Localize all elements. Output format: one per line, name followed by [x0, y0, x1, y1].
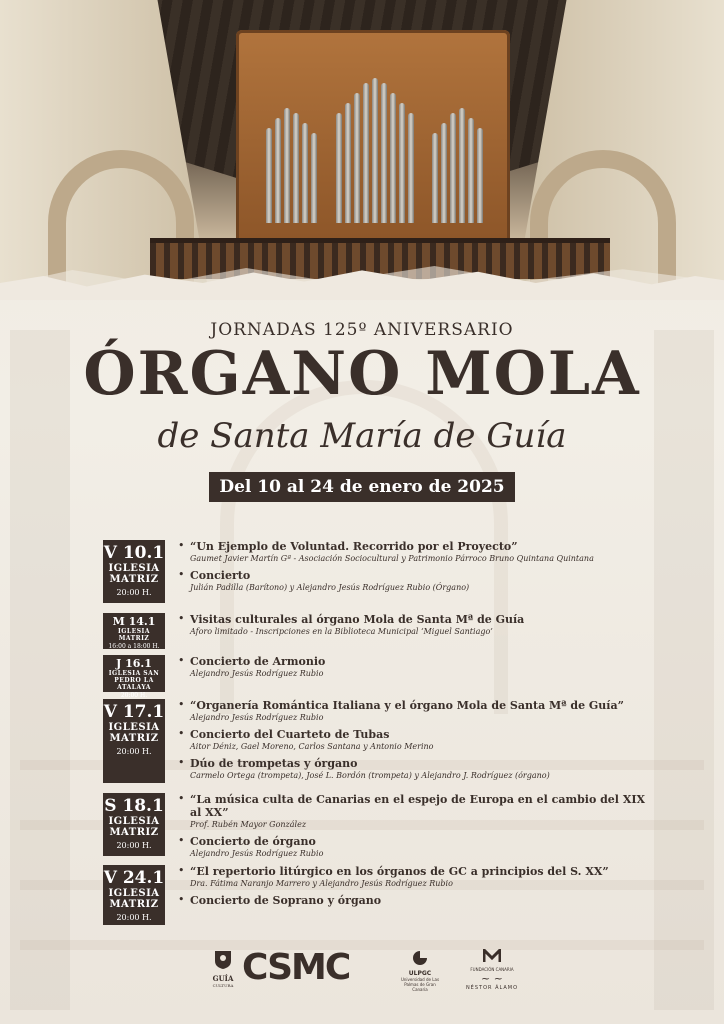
event-item-title: • Concierto de órgano	[190, 835, 316, 848]
event-items	[178, 699, 658, 786]
event-item-title: • “Un Ejemplo de Voluntad. Recorrido por el Proyecto”	[190, 540, 518, 553]
fundacion-text: FUNDACIÓN CANARIA	[470, 967, 514, 972]
event-item	[178, 865, 658, 889]
event-item	[178, 613, 658, 637]
event-item-speakers: Carmelo Ortega (trompeta), José L. Bordón (trompeta) y Alejandro J. Rodríguez (órgano)	[190, 771, 550, 780]
event-date-box	[103, 613, 165, 649]
title-block	[0, 320, 724, 502]
guia-sub: CULTURA	[212, 983, 234, 988]
event-item-title: • Dúo de trompetas y órgano	[190, 757, 358, 770]
pipes-right	[432, 78, 483, 223]
event-item	[178, 728, 658, 752]
organ-photo	[0, 0, 724, 300]
event-item-title: • Concierto	[190, 569, 251, 582]
event-item-title: • “La música culta de Canarias en el espejo de Europa en el cambio del XIX al XX”	[190, 793, 646, 819]
jornadas-heading: JORNADAS 125º ANIVERSARIO	[210, 320, 514, 340]
event-item	[178, 757, 658, 781]
event-date-box	[103, 793, 165, 856]
event-item-speakers: Gaumet Javier Martín Gª - Asociación Sociocultural y Patrimonio Párroco Bruno Quintana Quintana	[190, 554, 594, 563]
signature-mark: ~ ~	[481, 972, 503, 985]
event-items	[178, 540, 658, 598]
event-items	[178, 793, 658, 864]
event-item	[178, 699, 658, 723]
event-time: 16:00 a 18:00 H.	[108, 643, 160, 650]
event-item-speakers: Alejandro Jesús Rodríguez Rubio	[190, 713, 324, 722]
event-day: V 17.1	[103, 702, 165, 722]
ulpgc-logo	[398, 950, 442, 992]
event-day: S 18.1	[104, 796, 164, 816]
event-item-speakers: Aitor Déniz, Gael Moreno, Carlos Santana y Antonio Merino	[190, 742, 434, 751]
fundacion-logo	[454, 948, 530, 991]
event-day: M 14.1	[112, 615, 156, 628]
event-item	[178, 835, 658, 859]
event-time: 20:00 H.	[116, 913, 152, 922]
event-item	[178, 793, 658, 830]
guia-text: GUÍA	[212, 974, 234, 983]
event-place: IGLESIA SAN PEDRO LA ATALAYA	[108, 670, 160, 691]
event-place: IGLESIA MATRIZ	[108, 816, 160, 838]
event-item-speakers: Prof. Rubén Mayor González	[190, 820, 307, 829]
event-date-box	[103, 655, 165, 699]
event-item-speakers: Alejandro Jesús Rodríguez Rubio	[190, 669, 324, 678]
event-item-title: • “Organería Romántica Italiana y el órgano Mola de Santa Mª de Guía”	[190, 699, 624, 712]
ulpgc-text: ULPGC	[408, 970, 432, 977]
guia-logo	[210, 950, 236, 988]
event-items	[178, 655, 658, 684]
event-place: IGLESIA MATRIZ	[108, 722, 160, 744]
event-place: IGLESIA MATRIZ	[117, 628, 151, 642]
event-day: V 10.1	[103, 543, 165, 563]
event-place: IGLESIA MATRIZ	[108, 888, 160, 910]
event-items	[178, 613, 658, 642]
event-item-speakers: Dra. Fátima Naranjo Marrero y Alejandro Jesús Rodríguez Rubio	[190, 879, 453, 888]
event-time: 20:00 H.	[116, 747, 152, 756]
event-item	[178, 540, 658, 564]
date-range: Del 10 al 24 de enero de 2025	[209, 472, 514, 502]
ulpgc-sub: Universidad de Las Palmas de Gran Canaria	[400, 977, 440, 992]
event-place: IGLESIA MATRIZ	[108, 563, 160, 585]
event-item-title: • “El repertorio litúrgico en los órganos de GC a principios del S. XX”	[190, 865, 609, 878]
ulpgc-icon	[412, 950, 428, 966]
main-title: ÓRGANO MOLA	[83, 339, 641, 409]
event-item-title: • Visitas culturales al órgano Mola de Santa Mª de Guía	[190, 613, 525, 626]
guia-shield-icon	[214, 950, 232, 970]
event-item-title: • Concierto de Soprano y órgano	[190, 894, 382, 907]
nestor-text: NÉSTOR ÁLAMO	[465, 985, 519, 991]
event-item-title: • Concierto de Armonio	[190, 655, 326, 668]
csmc-logo: CSMC	[242, 947, 350, 988]
event-time: 20:00 H.	[120, 692, 148, 699]
event-day: J 16.1	[116, 657, 152, 670]
organ-case	[236, 30, 510, 250]
event-items	[178, 865, 658, 912]
subtitle: de Santa María de Guía	[157, 416, 567, 456]
event-item	[178, 655, 658, 679]
fundacion-m-icon	[483, 949, 501, 963]
event-day: V 24.1	[103, 868, 165, 888]
event-item	[178, 569, 658, 593]
event-time: 20:00 H.	[116, 841, 152, 850]
event-item-speakers: Aforo limitado - Inscripciones en la Biblioteca Municipal ‘Miguel Santiago’	[190, 627, 493, 636]
event-date-box	[103, 865, 165, 925]
event-item	[178, 894, 658, 907]
choir-railing	[150, 238, 610, 279]
event-date-box	[103, 699, 165, 783]
sponsor-logos	[210, 948, 530, 992]
event-time: 20:00 H.	[116, 588, 152, 597]
pipes-left	[266, 78, 317, 223]
event-item-title: • Concierto del Cuarteto de Tubas	[190, 728, 390, 741]
event-date-box	[103, 540, 165, 603]
pipes-center	[336, 78, 414, 223]
event-item-speakers: Alejandro Jesús Rodríguez Rubio	[190, 849, 324, 858]
event-item-speakers: Julián Padilla (Barítono) y Alejandro Jesús Rodríguez Rubio (Órgano)	[190, 583, 470, 592]
